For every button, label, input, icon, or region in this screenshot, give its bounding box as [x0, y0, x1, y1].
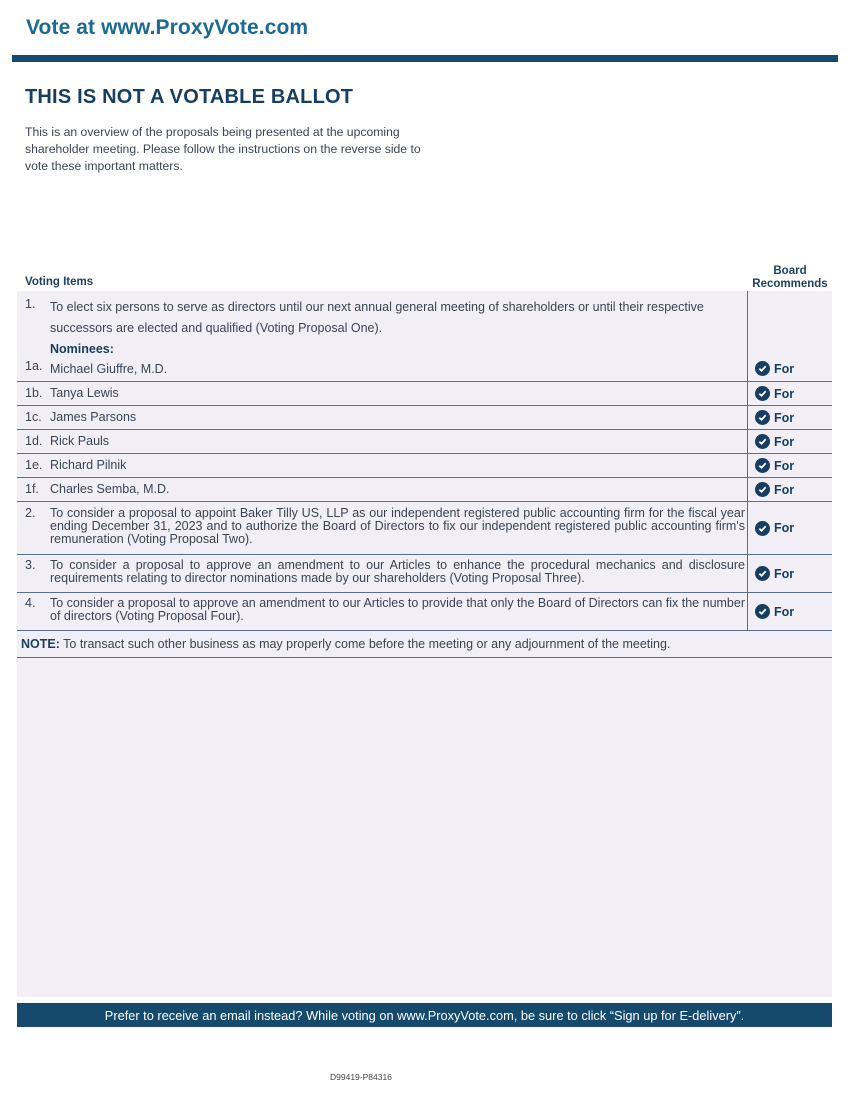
header-divider-bar	[12, 55, 838, 62]
board-recommendation: For	[747, 454, 832, 477]
nominee-name: Tanya Lewis	[50, 386, 119, 400]
check-circle-icon	[755, 482, 770, 497]
check-circle-icon	[755, 521, 770, 536]
intro-paragraph: This is an overview of the proposals being presented at the upcoming shareholder meeting. Please follow the instructions on the reverse side to vote these important matters.	[25, 125, 421, 173]
nominee-number: 1e.	[25, 458, 43, 472]
board-recommends-header	[748, 265, 832, 291]
page-title: THIS IS NOT A VOTABLE BALLOT	[25, 86, 354, 108]
note-label: NOTE:	[21, 637, 60, 651]
proposal-row-3	[17, 555, 832, 593]
nominee-row	[17, 454, 832, 478]
nominee-number: 1b.	[25, 386, 43, 400]
proposal-text: To consider a proposal to approve an amendment to our Articles to provide that only the Board of Directors can fix the number of directors (Voting Proposal Four).	[50, 596, 745, 623]
nominee-row	[17, 478, 832, 502]
check-circle-icon	[755, 604, 770, 619]
nominees-label: Nominees:	[50, 342, 114, 356]
proposal-row-2	[17, 502, 832, 555]
proposal-number: 2.	[25, 506, 36, 520]
check-circle-icon	[755, 361, 770, 376]
board-recommendation: For	[747, 291, 832, 381]
board-recommendation: For	[747, 555, 832, 592]
check-circle-icon	[755, 410, 770, 425]
check-circle-icon	[755, 386, 770, 401]
nominee-name: Michael Giuffre, M.D.	[50, 362, 168, 376]
board-recommends-line2: Recommends	[752, 278, 828, 290]
nominee-name: Charles Semba, M.D.	[50, 482, 170, 496]
check-circle-icon	[755, 434, 770, 449]
board-recommendation: For	[747, 478, 832, 501]
proposal-number: 3.	[25, 558, 36, 572]
proposal-text: To consider a proposal to approve an amendment to our Articles to enhance the procedural mechanics and disclosure requirements relating to director nominations made by our shareholders (Voting Proposal Three).	[50, 558, 745, 585]
proposal-number: 1.	[25, 297, 36, 311]
nominee-name: Richard Pilnik	[50, 458, 127, 472]
nominee-row	[17, 406, 832, 430]
nominee-number: 1f.	[25, 482, 39, 496]
proposal-number: 4.	[25, 596, 36, 610]
document-code: D99419-P84316	[330, 1072, 392, 1082]
nominee-row	[17, 382, 832, 406]
nominee-row	[17, 430, 832, 454]
proposal-row-1	[17, 291, 832, 382]
nominee-name: James Parsons	[50, 410, 137, 424]
board-recommendation: For	[747, 430, 832, 453]
nominee-name: Rick Pauls	[50, 434, 110, 448]
board-recommends-line1: Board	[773, 265, 807, 277]
proxyvote-header-title: Vote at www.ProxyVote.com	[26, 16, 309, 39]
board-recommendation: For	[747, 382, 832, 405]
board-recommendation: For	[747, 406, 832, 429]
check-circle-icon	[755, 458, 770, 473]
note-text: To transact such other business as may properly come before the meeting or any adjournment of the meeting.	[59, 637, 671, 651]
nominee-number: 1a.	[25, 359, 43, 373]
e-delivery-banner: Prefer to receive an email instead? While voting on www.ProxyVote.com, be sure to click “Sign up for E-delivery”.	[17, 1003, 832, 1027]
nominee-number: 1d.	[25, 434, 43, 448]
board-recommendation: For	[747, 502, 832, 554]
board-recommendation: For	[747, 593, 832, 630]
check-circle-icon	[755, 566, 770, 581]
note-row	[17, 631, 832, 658]
voting-items-table	[17, 291, 832, 658]
proposal-row-4	[17, 593, 832, 631]
nominee-number: 1c.	[25, 410, 42, 424]
proposal-text: To elect six persons to serve as directors until our next annual general meeting of shareholders or until their respective successors are elected and qualified (Voting Proposal One).	[50, 300, 704, 335]
proposal-text: To consider a proposal to appoint Baker Tilly US, LLP as our independent registered public accounting firm for the fiscal year ending December 31, 2023 and to authorize the Board of Directors to fix our independent registered public accounting firm's remuneration (Voting Proposal Two).	[50, 506, 745, 546]
voting-items-header: Voting Items	[25, 276, 94, 288]
